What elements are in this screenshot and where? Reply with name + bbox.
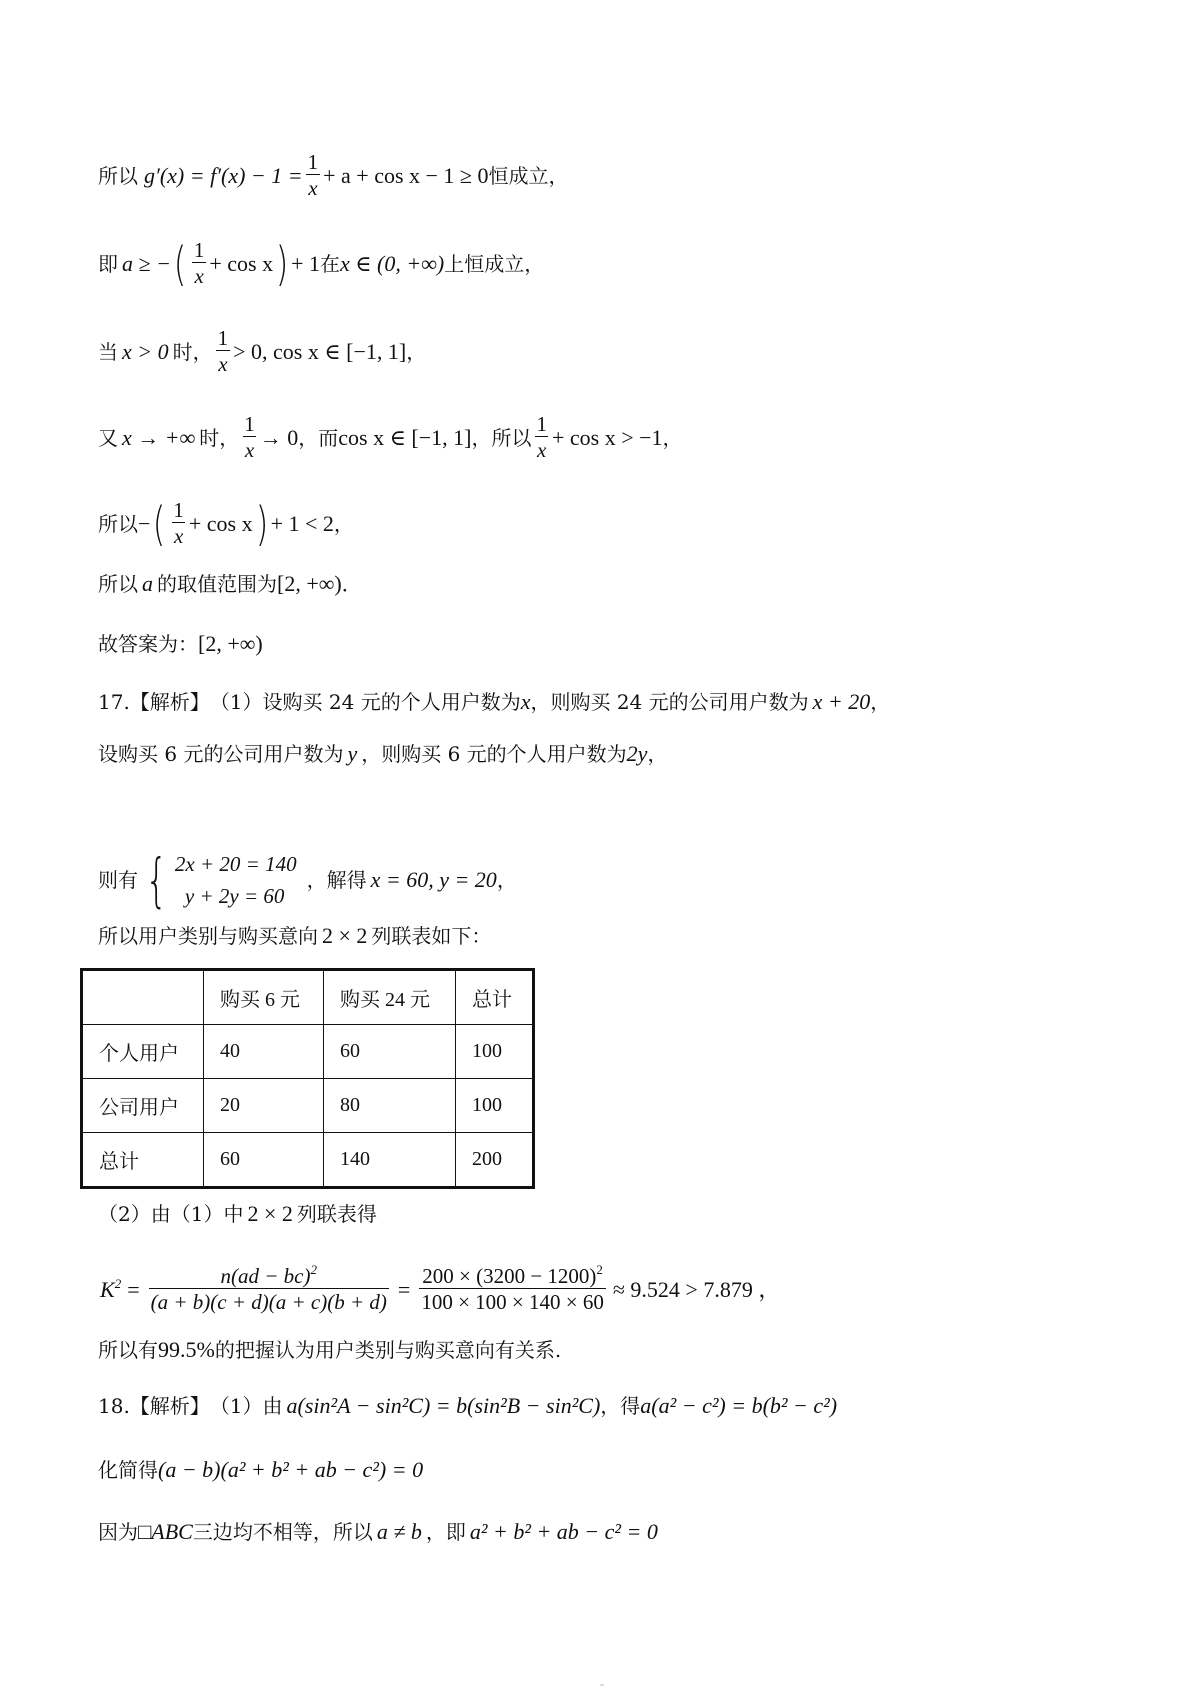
line-range xyxy=(98,570,362,598)
fraction-1-over-x xyxy=(242,412,257,463)
table-row xyxy=(82,1025,534,1079)
equals-sign: = xyxy=(397,1276,411,1302)
frac-num: 1 xyxy=(217,326,229,350)
math-a-ge: a ≥ − xyxy=(122,250,171,276)
question-label: 18.【解析】 xyxy=(98,1394,210,1418)
line-a-ge xyxy=(98,238,544,289)
text: 又 xyxy=(98,425,118,450)
text: 即 xyxy=(98,251,118,276)
conclusion xyxy=(98,1336,561,1364)
text: ， xyxy=(333,511,354,536)
math-tail: + a + cos x − 1 ≥ 0 xyxy=(323,162,489,188)
text: （2）由（1）中 xyxy=(98,1202,244,1226)
table-header-row xyxy=(82,970,534,1025)
text: 故答案为： xyxy=(98,632,198,656)
math-2x2: 2 × 2 xyxy=(247,1201,293,1226)
text: 因为 xyxy=(98,1520,138,1544)
math-a-ne-b: a ≠ b xyxy=(376,1519,422,1544)
k-letter: K xyxy=(100,1276,115,1302)
table-cell: 公司用户 xyxy=(82,1079,204,1133)
math-tail: > 0, cos x ∈ [−1, 1] xyxy=(233,338,407,364)
table-cell: 60 xyxy=(324,1025,456,1079)
table-cell: 100 xyxy=(456,1025,534,1079)
text: 上恒成立， xyxy=(444,251,545,276)
math-neg: − xyxy=(138,510,151,536)
k2-fraction-1 xyxy=(149,1264,389,1315)
frac-num: 1 xyxy=(193,238,205,262)
fraction-1-over-x xyxy=(171,498,186,549)
math-k2: $K^2$ xyxy=(100,1275,122,1302)
line-lt-2 xyxy=(98,498,354,549)
num-text: 200 × (3200 − 1200) xyxy=(422,1264,597,1288)
math-tail: ≈ 9.524 > 7.879 ， xyxy=(612,1276,781,1302)
math-y: y xyxy=(347,741,358,766)
frac-den: x xyxy=(244,438,255,462)
math-domain: x ∈ (0, +∞) xyxy=(339,250,445,276)
q17-line-2 xyxy=(98,740,667,768)
q18-line-3 xyxy=(98,1518,658,1546)
math-cos: cos x ∈ [−1, 1] xyxy=(338,424,472,450)
table-cell: 购买 6 元 xyxy=(204,970,324,1025)
left-paren: ( xyxy=(153,496,166,551)
k2-fraction-2 xyxy=(419,1264,606,1315)
frac-num: 1 xyxy=(307,150,319,174)
table-row xyxy=(82,1133,534,1188)
text: 设购买 6 元的公司用户数为 xyxy=(98,742,344,766)
math-eq-right: a(a² − c²) = b(b² − c²) xyxy=(640,1393,838,1418)
frac-num: 1 xyxy=(536,412,547,436)
math-2x2: 2 × 2 xyxy=(322,923,368,948)
math-pct: 99.5% xyxy=(158,1337,215,1362)
frac-num: 1 xyxy=(244,412,255,436)
text: ，解得 xyxy=(306,868,367,892)
text: （1）由 xyxy=(209,1394,283,1418)
equation-1: 2x + 20 = 140 xyxy=(174,852,297,876)
text: ，则购买 24 元的公司用户数为 xyxy=(530,690,809,714)
text: 的取值范围为 xyxy=(157,572,277,596)
table-cell: 200 xyxy=(456,1133,534,1188)
math-to0: → 0 xyxy=(259,424,299,450)
text: 所以用户类别与购买意向 xyxy=(98,924,318,948)
math-limit: x → +∞ xyxy=(122,424,196,450)
line-answer xyxy=(98,630,263,658)
frac-den: x xyxy=(194,264,204,288)
text: 化简得 xyxy=(98,1458,158,1482)
table-cell: 140 xyxy=(324,1133,456,1188)
math-inner: + cos x xyxy=(209,250,274,276)
math-simplified: (a − b)(a² + b² + ab − c²) = 0 xyxy=(158,1457,424,1482)
q17-system xyxy=(98,848,517,912)
equals-sign: = xyxy=(127,1276,140,1302)
math-range: [2, +∞) xyxy=(198,631,263,656)
math-triangle: □ABC xyxy=(138,1519,193,1544)
fraction-1-over-x xyxy=(306,150,321,201)
math-final: a² + b² + ab − c² = 0 xyxy=(469,1519,658,1544)
text: （1）设购买 24 元的个人用户数为 xyxy=(209,690,521,714)
frac-den: x xyxy=(173,524,184,548)
math-solution: x = 60, y = 20 xyxy=(370,867,497,892)
table-cell: 100 xyxy=(456,1079,534,1133)
text: 列联表如下： xyxy=(371,924,492,948)
text: ，得 xyxy=(600,1394,641,1418)
table-cell: 个人用户 xyxy=(82,1025,204,1079)
text: 则有 xyxy=(98,868,138,892)
text: 时， xyxy=(199,425,240,450)
text: ． xyxy=(341,572,362,596)
frac-den: x xyxy=(218,352,228,376)
math-range: [2, +∞) xyxy=(277,571,342,596)
text: ， xyxy=(496,868,517,892)
q18-line-2 xyxy=(98,1456,423,1484)
frac-den: x xyxy=(308,176,318,200)
table-row xyxy=(82,1079,534,1133)
text: 在 xyxy=(319,251,340,276)
frac-num: 1 xyxy=(173,498,184,522)
table-cell: 购买 24 元 xyxy=(324,970,456,1025)
math-tail: + cos x > −1 xyxy=(551,424,663,450)
table-cell: 80 xyxy=(324,1079,456,1133)
fraction-1-over-x xyxy=(216,326,231,377)
text: 所以 xyxy=(98,163,138,188)
table-cell: 总计 xyxy=(82,1133,204,1188)
math-cond: x > 0 xyxy=(122,338,169,364)
text: ，则购买 6 元的个人用户数为 xyxy=(361,742,627,766)
right-paren: ) xyxy=(275,236,289,291)
equation-2: y + 2y = 60 xyxy=(184,884,285,908)
text: ，而 xyxy=(298,425,339,450)
math-eq-left: a(sin²A − sin²C) = b(sin²B − sin²C) xyxy=(286,1393,601,1418)
text: 所以有 xyxy=(98,1338,158,1362)
part2-intro xyxy=(98,1200,377,1228)
table-cell: 总计 xyxy=(456,970,534,1025)
text: ， xyxy=(662,425,683,450)
line-limit xyxy=(98,412,683,463)
table-intro xyxy=(98,922,491,950)
left-brace: { xyxy=(145,846,168,914)
table-cell: 60 xyxy=(204,1133,324,1188)
table-cell xyxy=(82,970,204,1025)
text: ， xyxy=(406,339,427,364)
math-x-plus-20: x + 20 xyxy=(812,689,871,714)
math-a: a xyxy=(142,571,153,596)
left-paren: ( xyxy=(173,236,187,291)
text: 列联表得 xyxy=(296,1202,377,1226)
text: 所以 xyxy=(98,572,138,596)
math-plus1: + 1 xyxy=(291,250,320,276)
fraction-1-over-x xyxy=(192,238,207,289)
text: 时， xyxy=(172,339,213,364)
num-text: n(ad − bc) xyxy=(220,1264,311,1288)
line-x-gt-0 xyxy=(98,326,426,377)
q17-line-1 xyxy=(98,688,890,716)
frac-den: (a + b)(c + d)(a + c)(b + d) xyxy=(150,1290,387,1314)
text: ， xyxy=(870,690,891,714)
math-2y: 2y xyxy=(626,741,648,766)
text: 三边均不相等，所以 xyxy=(192,1520,373,1544)
fraction-1-over-x xyxy=(534,412,549,463)
text: ，即 xyxy=(425,1520,466,1544)
math-inner: + cos x xyxy=(188,510,253,536)
frac-den: x xyxy=(537,438,547,462)
frac-den: 100 × 100 × 140 × 60 xyxy=(421,1290,604,1314)
math-gprime: g′(x) = f′(x) − 1 = xyxy=(144,162,303,188)
right-paren: ) xyxy=(255,496,268,551)
text: 的把握认为用户类别与购买意向有关系. xyxy=(214,1338,562,1362)
text: 恒成立， xyxy=(488,163,569,188)
text: ， xyxy=(647,742,668,766)
footer-mark xyxy=(600,1684,604,1686)
k-squared-formula xyxy=(100,1264,780,1315)
text: 当 xyxy=(98,339,118,364)
text: ，所以 xyxy=(471,425,532,450)
question-label: 17.【解析】 xyxy=(98,690,210,714)
equation-system xyxy=(175,848,297,912)
contingency-table xyxy=(80,968,535,1189)
table-cell: 20 xyxy=(204,1079,324,1133)
math-tail: + 1 < 2 xyxy=(270,510,334,536)
q18-line-1 xyxy=(98,1392,837,1420)
line-gprime xyxy=(98,150,569,201)
math-x: x xyxy=(520,689,531,714)
frac-num: n(ad − bc)$^2$ xyxy=(220,1262,317,1288)
text: 所以 xyxy=(98,511,138,536)
table-cell: 40 xyxy=(204,1025,324,1079)
frac-num: $200 \times (3200 - 1200)^2$ xyxy=(422,1262,603,1288)
